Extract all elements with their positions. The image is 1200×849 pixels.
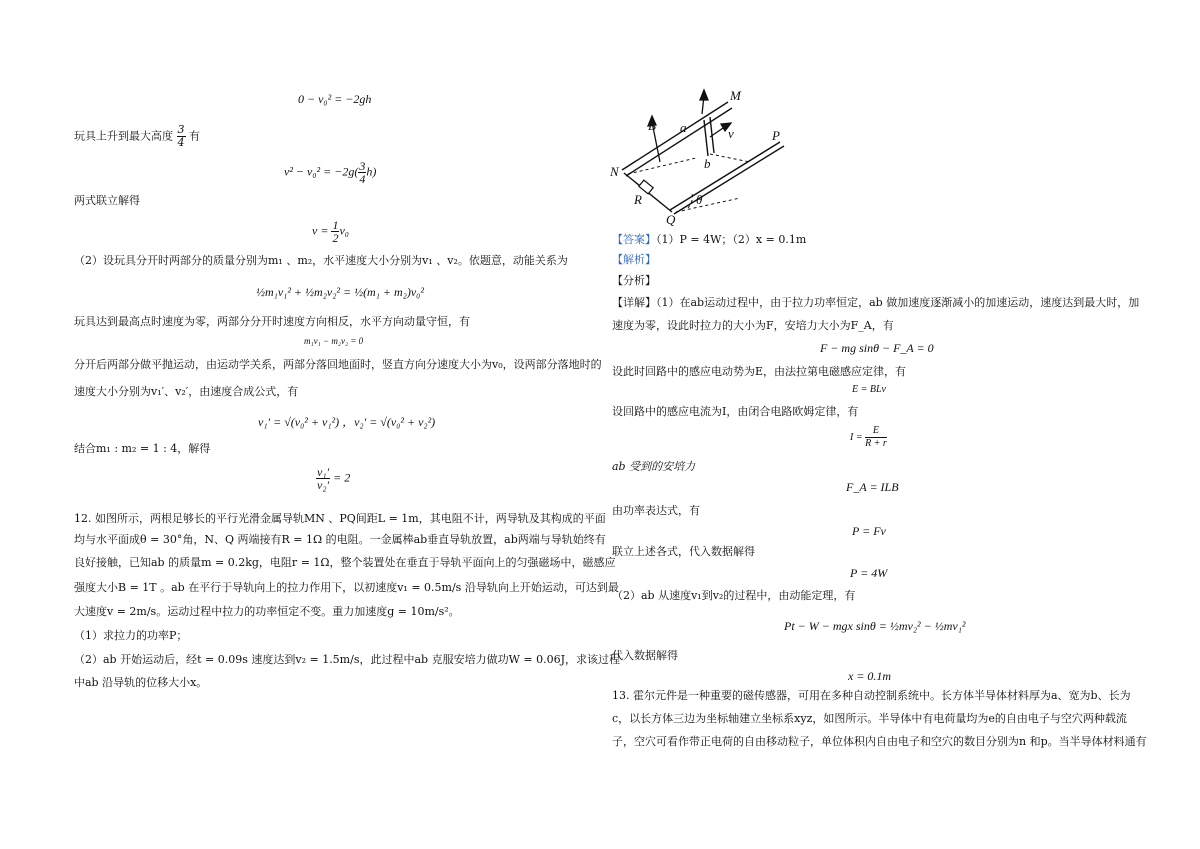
question-12-line: 良好接触，已知ab 的质量m = 0.2kg，电阻r = 1Ω，整个装置处在垂直于导轨平面向上的匀强磁场中，磁感应 xyxy=(74,556,616,569)
solution-line: 设回路中的感应电流为I，由闭合电路欧姆定律，有 xyxy=(612,405,859,418)
equation-f: P = 4W xyxy=(850,566,888,580)
question-12-line: 中ab 沿导轨的位移大小x。 xyxy=(74,676,208,689)
text-line: 分开后两部分做平抛运动，由运动学关系，两部分落回地面时，竖直方向分速度大小为v₀，设两部分落地时的 xyxy=(74,358,602,371)
svg-text:P: P xyxy=(772,128,780,143)
equation-h: x = 0.1m xyxy=(848,669,892,683)
svg-text:a: a xyxy=(680,120,687,135)
solution-line: （2）ab 从速度v₁到v₂的过程中，由动能定理，有 xyxy=(612,589,856,602)
question-12-line: （2）ab 开始运动后，经t = 0.09s 速度达到v₂ = 1.5m/s，此过程中ab 克服安培力做功W = 0.06J，求该过程 xyxy=(74,653,620,666)
equation-4: ½m₁v₁² + ½m₂v₂² = ½(m₁ + m₂)v₀² xyxy=(256,285,424,299)
equation-5: m₁v₁ − m₂v₂ = 0 xyxy=(304,336,364,346)
solution-line: 联立上述各式，代入数据解得 xyxy=(612,545,755,558)
svg-text:N: N xyxy=(610,164,619,179)
equation-c: I = $\frac{E}{R + r}$ xyxy=(850,425,887,449)
solution-line: ab 受到的安培力 xyxy=(612,460,696,473)
equation-a: F − mg sinθ − F_A = 0 xyxy=(820,341,934,355)
solution-line: 【详解】（1）在ab运动过程中，由于拉力功率恒定，ab 做加速度逐渐减小的加速运动，速度达到最大时，加 xyxy=(612,296,1140,309)
question-13-line: 子，空穴可看作带正电荷的自由移动粒子，单位体积内自由电子和空穴的数目分别为n 和p。当半导体材料通有 xyxy=(612,735,1147,748)
text-line: 两式联立解得 xyxy=(74,194,140,207)
question-12-line: （1）求拉力的功率P； xyxy=(74,629,188,642)
question-12-line: 强度大小B = 1T 。ab 在平行于导轨向上的拉力作用下，以初速度v₁ = 0.5m/s 沿导轨向上开始运动，可达到最 xyxy=(74,581,619,594)
solution-line: 代入数据解得 xyxy=(612,649,678,662)
text-line: （2）设玩具分开时两部分的质量分别为m₁ 、m₂，水平速度大小分别为v₁ 、v₂。依题意，动能关系为 xyxy=(74,254,568,267)
svg-text:B: B xyxy=(648,118,656,133)
question-13-line: 13. 霍尔元件是一种重要的磁传感器，可用在多种自动控制系统中。长方体半导体材料厚为a、宽为b、长为 xyxy=(612,689,1131,702)
solution-line: 速度为零，设此时拉力的大小为F，安培力大小为F_A，有 xyxy=(612,319,894,332)
svg-text:M: M xyxy=(730,88,741,103)
equation-7: $\frac{\text{v₁′}}{\text{v₂′}}$ = 2 xyxy=(317,465,351,492)
svg-text:R: R xyxy=(634,192,642,207)
question-12-line: 均与水平面成θ = 30°角，N、Q 两端接有R = 1Ω 的电阻。一金属棒ab垂直导轨放置，ab两端与导轨始终有 xyxy=(74,533,606,546)
solution-line: 由功率表达式，有 xyxy=(612,504,700,517)
svg-text:θ: θ xyxy=(696,192,703,207)
svg-text:Q: Q xyxy=(666,212,676,227)
question-12-line: 大速度v = 2m/s。运动过程中拉力的功率恒定不变。重力加速度g = 10m/s²。 xyxy=(74,605,460,618)
equation-e: P = Fv xyxy=(852,524,886,538)
rail-qp xyxy=(670,142,780,210)
svg-text:b: b xyxy=(704,156,711,171)
svg-text:v: v xyxy=(728,126,734,141)
question-12-line: 12. 如图所示，两根足够长的平行光滑金属导轨MN 、PQ间距L = 1m，其电阻不计，两导轨及其构成的平面 xyxy=(74,512,606,525)
rail-figure xyxy=(600,82,800,232)
text-line: 速度大小分别为v₁′、v₂′，由速度合成公式，有 xyxy=(74,385,299,398)
text-line: 玩具上升到最大高度 $\frac{3}{4}$ 有 xyxy=(74,123,200,149)
analysis-tag: 【解析】 xyxy=(612,253,656,266)
equation-g: Pt − W − mgx sinθ = ½mv₂² − ½mv₁² xyxy=(784,619,966,633)
equation-3: v = $\frac{1}{2}$ v₀ xyxy=(312,218,349,245)
text-line: 玩具达到最高点时速度为零，两部分分开时速度方向相反，水平方向动量守恒，有 xyxy=(74,315,470,328)
equation-b: E = BLv xyxy=(852,384,886,395)
question-13-line: c，以长方体三边为坐标轴建立坐标系xyz，如图所示。半导体中有电荷量均为e的自由电子与空穴两种载流 xyxy=(612,712,1127,725)
equation-d: F_A = ILB xyxy=(846,480,899,494)
analysis-heading: 【分析】 xyxy=(612,274,656,287)
answer-line: 【答案】（1）P = 4W；（2）x = 0.1m xyxy=(612,233,807,246)
fraction: $\frac{3}{4}$ xyxy=(177,123,185,149)
equation-2: v² − v₀² = −2g( $\frac{3}{4}$ h) xyxy=(284,159,377,186)
equation-1: 0 − v₀² = −2gh xyxy=(298,92,372,106)
solution-line: 设此时回路中的感应电动势为E，由法拉第电磁感应定律，有 xyxy=(612,365,907,378)
equation-6: v₁′ = √(v₀² + v₁²) ，v₂′ = √(v₀² + v₂²) xyxy=(258,415,436,429)
text-line: 结合m₁ : m₂ = 1 : 4，解得 xyxy=(74,442,211,455)
